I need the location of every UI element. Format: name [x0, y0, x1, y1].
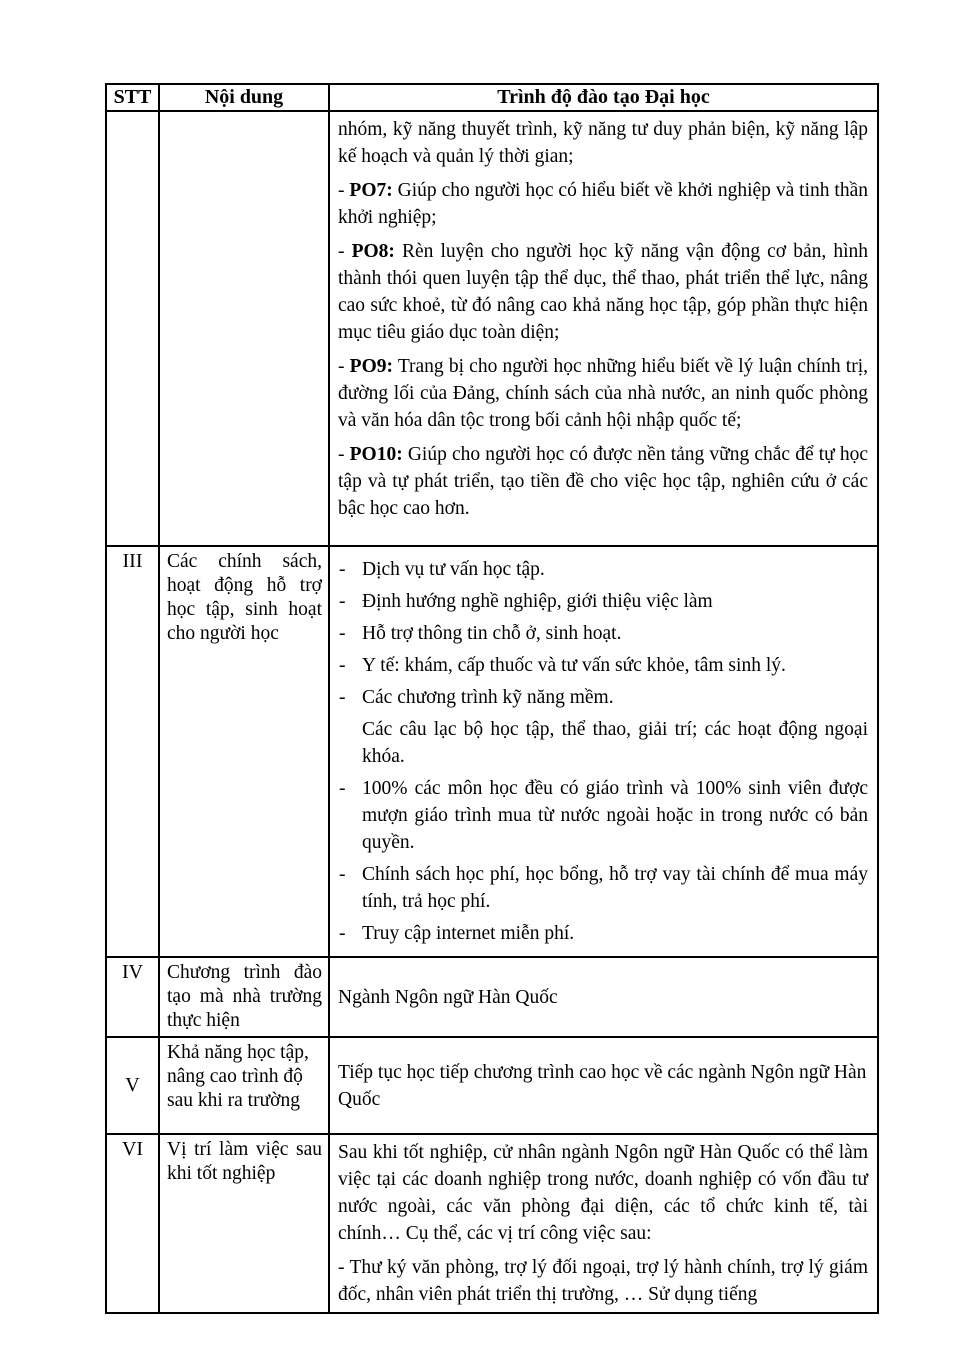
support-list [338, 556, 868, 947]
row-po-continuation [106, 111, 878, 546]
dash-bullet: - [339, 623, 346, 644]
po-paragraph [338, 177, 868, 231]
dash-bullet: - [339, 687, 346, 708]
program-name-cell: Ngành Ngôn ngữ Hàn Quốc [329, 957, 878, 1037]
topic-cell: Khả năng học tập, nâng cao trình độ sau khi ra trường [159, 1037, 329, 1134]
support-content-cell [329, 546, 878, 957]
job-content-cell [329, 1134, 878, 1313]
list-item-text: Dịch vụ tư vấn học tập. [362, 559, 545, 580]
header-stt: STT [106, 84, 159, 111]
dash-prefix: - [338, 444, 350, 465]
list-item-text: Y tế: khám, cấp thuốc và tư vấn sức khỏe, tâm sinh lý. [362, 655, 786, 676]
dash-prefix: - [338, 241, 352, 262]
po-paragraph [338, 116, 868, 170]
stt-cell-empty [106, 111, 159, 546]
dash-bullet: - [339, 864, 346, 885]
list-item [338, 716, 868, 770]
po-text: Giúp cho người học có hiểu biết về khởi nghiệp và tinh thần khởi nghiệp; [338, 180, 868, 228]
stt-cell: III [106, 546, 159, 957]
topic-cell: Các chính sách, hoạt động hỗ trợ học tập, sinh hoạt cho người học [159, 546, 329, 957]
po-text: Rèn luyện cho người học kỹ năng vận động cơ bản, hình thành thói quen luyện tập thể dục, thể thao, phát triển thể lực, nâng cao sức khoẻ, từ đó nâng cao khả năng học tập, góp phần thực hiện mục tiêu giáo dục toàn diện; [338, 241, 868, 343]
po-text: Giúp cho người học có được nền tảng vững chắc để tự học tập và tự phát triển, tạo tiền đề cho việc học tập, nghiên cứu ở các bậc học cao hơn. [338, 444, 868, 519]
list-item-text: Truy cập internet miễn phí. [362, 923, 575, 944]
program-info-table [105, 83, 879, 1314]
list-item-text: Định hướng nghề nghiệp, giới thiệu việc làm [362, 591, 713, 612]
stt-cell: IV [106, 957, 159, 1037]
po-text: nhóm, kỹ năng thuyết trình, kỹ năng tư duy phản biện, kỹ năng lập kế hoạch và quản lý thời gian; [338, 119, 868, 167]
row-vi-job-positions [106, 1134, 878, 1313]
dash-bullet: - [339, 591, 346, 612]
list-item-text: 100% các môn học đều có giáo trình và 100% sinh viên được mượn giáo trình mua từ nước ngoài hoặc in trong nước có bản quyền. [362, 778, 868, 853]
dash-prefix: - [338, 180, 350, 201]
dash-bullet: - [339, 923, 346, 944]
list-item-text: Các chương trình kỹ năng mềm. [362, 687, 614, 708]
po-paragraph [338, 441, 868, 522]
po-label: PO7: [349, 180, 393, 201]
po-label: PO9: [349, 356, 393, 377]
dash-bullet: - [339, 778, 346, 799]
list-item [338, 588, 868, 615]
list-item [338, 775, 868, 856]
job-paragraph: Sau khi tốt nghiệp, cử nhân ngành Ngôn ngữ Hàn Quốc có thể làm việc tại các doanh nghiệp trong nước, doanh nghiệp có vốn đầu tư nước ngoài, các văn phòng đại diện, các tổ chức kinh tế, tài chính… Cụ thể, các vị trí công việc sau: [338, 1142, 868, 1244]
topic-cell: Vị trí làm việc sau khi tốt nghiệp [159, 1134, 329, 1313]
job-paragraph: - Thư ký văn phòng, trợ lý đối ngoại, trợ lý hành chính, trợ lý giám đốc, nhân viên phát triển thị trường, … Sử dụng tiếng [338, 1257, 868, 1305]
row-iv-training-program [106, 957, 878, 1037]
row-v-further-study [106, 1037, 878, 1134]
list-item [338, 684, 868, 711]
dash-bullet: - [339, 655, 346, 676]
stt-cell: VI [106, 1134, 159, 1313]
po-label: PO8: [351, 241, 395, 262]
po-label: PO10: [349, 444, 403, 465]
list-item [338, 652, 868, 679]
list-item [338, 920, 868, 947]
po-content-cell [329, 111, 878, 546]
list-item [338, 861, 868, 915]
further-study-cell: Tiếp tục học tiếp chương trình cao học về các ngành Ngôn ngữ Hàn Quốc [329, 1037, 878, 1134]
stt-cell: V [106, 1037, 159, 1134]
header-noi-dung: Nội dung [159, 84, 329, 111]
list-item-text: Chính sách học phí, học bổng, hỗ trợ vay tài chính để mua máy tính, trả học phí. [362, 864, 868, 912]
topic-cell-empty [159, 111, 329, 546]
row-iii-support-policies [106, 546, 878, 957]
dash-bullet: - [339, 559, 346, 580]
list-item [338, 556, 868, 583]
po-paragraph [338, 238, 868, 346]
list-item-text: Hỗ trợ thông tin chỗ ở, sinh hoạt. [362, 623, 622, 644]
table-header-row [106, 84, 878, 111]
list-item [338, 620, 868, 647]
dash-prefix: - [338, 356, 350, 377]
header-trinh-do: Trình độ đào tạo Đại học [329, 84, 878, 111]
po-text: Trang bị cho người học những hiểu biết về lý luận chính trị, đường lối của Đảng, chính sách của nhà nước, an ninh quốc phòng và văn hóa dân tộc trong bối cảnh hội nhập quốc tế; [338, 356, 869, 431]
topic-cell: Chương trình đào tạo mà nhà trường thực hiện [159, 957, 329, 1037]
po-paragraph [338, 353, 868, 434]
list-item-text: Các câu lạc bộ học tập, thể thao, giải trí; các hoạt động ngoại khóa. [362, 719, 868, 767]
